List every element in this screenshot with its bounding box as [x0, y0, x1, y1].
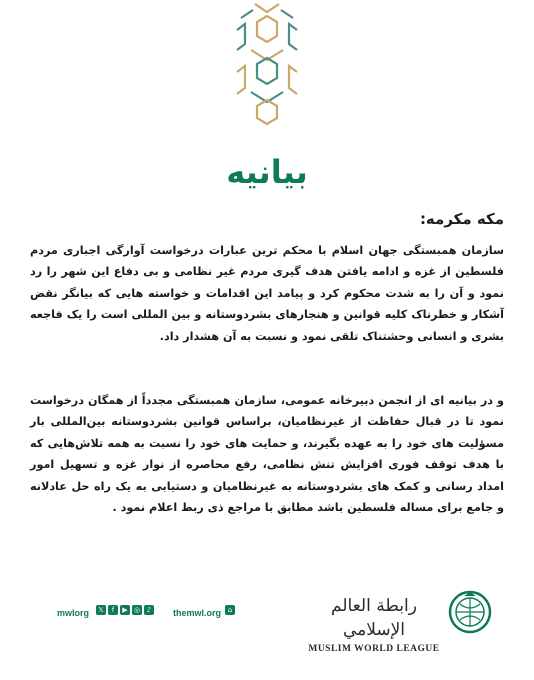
instagram-icon[interactable]: ◎ [133, 606, 141, 614]
logo-text [304, 594, 444, 654]
salutation: مکه مکرمه: [419, 210, 504, 228]
geometric-ornament-icon [227, 0, 307, 128]
paragraph-1: سازمان همبستگی جهان اسلام با محکم ترین عبارات درخواست آوارگی اجباری مردم فلسطین از غزه و ادامه یافتن هدف گیری مردم غیر نظامی و بی دفاع این شهر را رد نمود و آن را به شدت محکوم کرد و پیامد این اقدامات و خواسته هایی که بیانگر نقض آشکار و خطرناک کلیه قوانین و هنجارهای بشردوستانه و بین المللی است را یک فاجعه بشری و انسانی وحشتناک تلقی نمود و نسبت به آن هشدار داد. [30, 244, 504, 343]
youtube-icon[interactable]: ▶ [120, 605, 130, 615]
logo-english: MUSLIM WORLD LEAGUE [308, 644, 440, 654]
paragraph-2: و در بیانیه ای از انجمن دبیرخانه عمومی، سازمان همبستگی مجدداً از همگان درخواست نمود تا در قبال حفاظت از غیرنظامیان، براساس قوانین بشردوستانه بین‌المللی بار مسؤلیت های خود را به عهده بگیرند، و حمایت های خود را نسبت به همه تلاش‌هایی که با هدف توقف فوری افزایش تنش نظامی، رفع محاصره از نوار غزه و تسهیل امور امداد رسانی و کمک های بشردوستانه به غیرنظامیان و دستیابی به یک راه حل عادلانه و جامع برای مساله فلسطین باشد مطابق با مراجع ذی ربط اعلام نمود . [30, 394, 504, 515]
mwl-emblem-icon [448, 590, 492, 634]
page-title: بیانیه [226, 153, 308, 191]
facebook-icon[interactable]: f [108, 605, 118, 615]
social-handle[interactable]: mwlorg [57, 608, 90, 618]
logo-arabic: رابطة العالم الإسلامي [331, 596, 417, 640]
tiktok-icon[interactable]: ♪ [144, 605, 154, 615]
x-icon[interactable]: 𝕏 [96, 605, 106, 615]
social-icons [96, 605, 154, 615]
footer [0, 590, 534, 654]
website-link[interactable]: themwl.org [173, 608, 222, 618]
globe-icon[interactable]: ⌂ [225, 605, 235, 615]
